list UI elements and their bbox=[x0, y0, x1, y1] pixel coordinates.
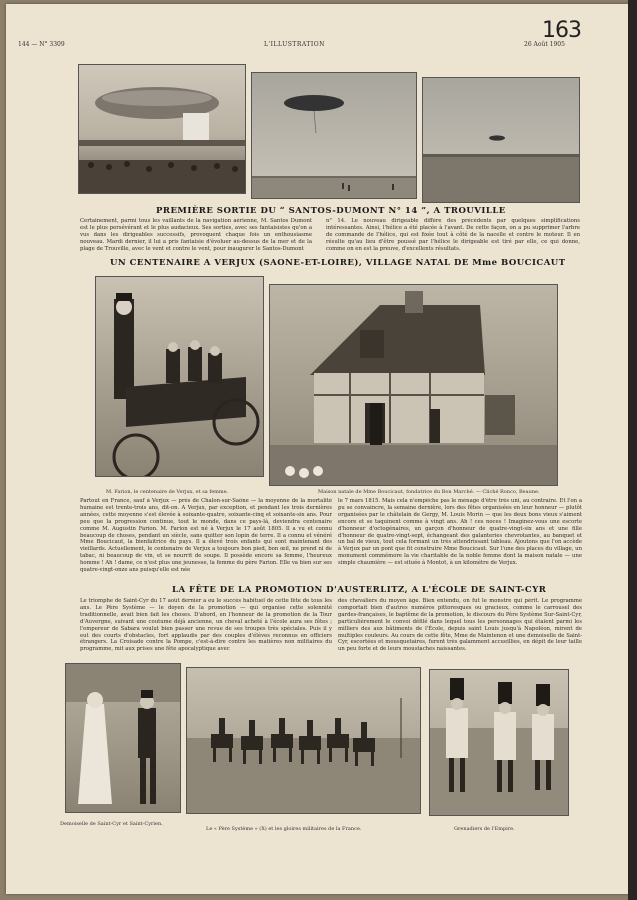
caption-grenadiers: Grenadiers de l'Empire. bbox=[454, 826, 515, 832]
caption-saint-cyr-couple: Demoiselle de Saint-Cyr et Saint-Cyrien. bbox=[60, 821, 163, 827]
photo-grenadiers bbox=[429, 669, 569, 816]
photo-airship-distance bbox=[422, 77, 580, 203]
caption-centenarian: M. Farion, le centenaire de Verjux, et sa femme. bbox=[106, 489, 229, 495]
section-title-verjux: UN CENTENAIRE A VERJUX (SAONE-ET-LOIRE), VILLAGE NATAL DE Mme BOUCICAUT bbox=[110, 258, 566, 268]
article-saint-cyr-col2: des chevaliers du moyen âge. Bien entendu, on fut le monstre qui périt. Le programme comportait bien d'autres numéros pittoresques ou gracieux, comme le carrousel des gardes-françaises, le baptême de la promotion, le discours du Père Système Sur-Saint-Cyr, particulièrement le convoi défilé dans lequel tous les personnages qui étaient parmi les milliers des aux bâtiments de l'École, depuis saint Louis jusqu'à Napoléon, mirent de multiples couleurs. Au cours de cette fête, Mme de Maintenon et une demoiselle de Saint-Cyr, escortées et mousquetaires, furent très galamment accueillies, en dépit de leur taille un peu forte et de leurs moustaches naissantes. bbox=[338, 598, 582, 653]
photo-airship-flight bbox=[251, 72, 417, 199]
section-title-saint-cyr: LA FÊTE DE LA PROMOTION D'AUSTERLITZ, A L'ÉCOLE DE SAINT-CYR bbox=[172, 585, 547, 595]
photo-boucicaut-birthplace bbox=[269, 284, 558, 486]
section-title-santos-dumont: PREMIÈRE SORTIE DU “ SANTOS-DUMONT N° 14 ”, A TROUVILLE bbox=[156, 206, 506, 216]
photo-airship-hangar bbox=[78, 64, 246, 194]
masthead: L'ILLUSTRATION bbox=[264, 41, 325, 48]
caption-birthplace: Maison natale de Mme Boucicaut, fondatrice du Bon Marché. — Cliché Ronco, Beaune. bbox=[318, 489, 540, 495]
issue-date: 26 Août 1905 bbox=[524, 41, 565, 48]
handwritten-number: 163 bbox=[542, 18, 581, 43]
photo-cavalcade bbox=[186, 667, 421, 814]
photo-saint-cyr-couple bbox=[65, 663, 181, 813]
article-verjux-col1: Partout en France, sauf à Verjux — près de Chalon-sur-Saône — la moyenne de la mortalité humaine est trente-trois ans, dit-on. A Verjux, par exception, et pendant les trois dernières années, cette moyenne s'est élevée à soixante-quatre, soixante-cinq et soixante-six ans. Pour peu que la progression continue, tout le monde, dans ce pays-là, deviendra centenaire comme M. Augustin Farion. M. Farion est né à Verjux le 17 août 1805. Il a vu et connu beaucoup de choses, pendant un siècle, sans quitter son lopin de terre. Il a connu et vénéré Mme Boucicaut, la bienfaitrice du pays. Il a élevé trois enfants qui sont maintenant des vieillards. Actuellement, le centenaire de Verjux a toujours bon pied, bon œil, ne prend ni de tabac, ni beaucoup de vin, et se nourrit de soupe. Il possède encore sa femme, l'heureux homme ! Ah ! dame, ce n'est plus une jeunesse, la femme du père Farion. Elle va bien sur ses quatre-vingt-onze ans puisqu'elle est née bbox=[80, 498, 332, 574]
article-saint-cyr-col1: Le triomphe de Saint-Cyr du 17 août dernier a eu le succès habituel de cette fête de tous les ans. Le Père Système — le doyen de la promotion — qui organise cette solennité traditionnelle, avait bien fait les choses. D'abord, en l'honneur de la promotion de la Tour d'Auvergne, suivant une coutume déjà ancienne, un cheval acheté à l'école aura ses fêtes ; l'empereur de Sabara voulut bien passer une revue de ses troupes très spéciales. Puis il y eut des courts d'obstacles, fort applaudis par des couples d'élèves reconnus en officiers étrangers. La Croisade contre la Pompe, c'est-à-dire contre les matières non militaires du programme, mit aux prises une fête apocalyptique avec bbox=[80, 598, 332, 653]
caption-cavalcade: Le « Père Système » (X) et les gloires militaires de la France. bbox=[206, 826, 362, 832]
magazine-page bbox=[6, 4, 628, 894]
scan-edge bbox=[628, 0, 637, 900]
photo-centenarian-carriage bbox=[95, 276, 264, 477]
article-santos-dumont-col1: Certainement, parmi tous les vaillants de la navigation aérienne, M. Santos Dumont est le plus persévérant et le plus audacieux. Ses sorties, avec ses fantaisistes qu'on a vus dans les dirigeables successifs, provoquent chaque fois un enthousiasme nouveau. Mardi dernier, il lui a pris fantaisie d'évoluer au-dessus de la mer et de la plage de Trouville, avec le vent et contre le vent, pour inaugurer le Santos-Dumont bbox=[80, 218, 312, 252]
article-verjux-col2: le 7 mars 1815. Mais cela n'empêche pas le ménage d'être très uni, au contraire. Et l'on a pu se convaincre, la semaine dernière, lors des fêtes organisées en leur honneur — plutôt organisées par le châtelain de Gergy, M. Louis Morin — que les deux bons vieux s'aiment encore et se taquinent comme à vingt ans. Ah ! ces noces ! Imaginez-vous une escorte d'honneur d'octogénaires, un garçon d'honneur de quatre-vingt-six ans et une fille d'honneur de quatre-vingt-sept, échangeant des galanteries chevrotantes, au banquet et un bal de vieux, tout cela formant un très attendrissant tableau. Ajoutons que l'on accède à Verjux par un pont que fit construire Mme Boucicaut. Sur l'une des places du village, un monument commémore la vie charitable de la noble femme dont la maison natale — une simple chaumière — est située à Montot, à un kilomètre de Verjux. bbox=[338, 498, 582, 567]
page-number: 144 — N° 3309 bbox=[18, 41, 65, 48]
article-santos-dumont-col2: n° 14. Le nouveau dirigeable diffère des précédents par quelques simplifications intéressantes. Ainsi, l'hélice a été placée à l'avant. De cette façon, on a pu supprimer l'arbre de commande de l'hélice, qui est fixée tout à côté de la nacelle et contre le moteur. Il en résulte qu'au lieu d'être poussé par l'hélice le dirigeable est tiré par elle, ce qui donne, comme on en est la preuve, d'excellents résultats. bbox=[326, 218, 580, 252]
